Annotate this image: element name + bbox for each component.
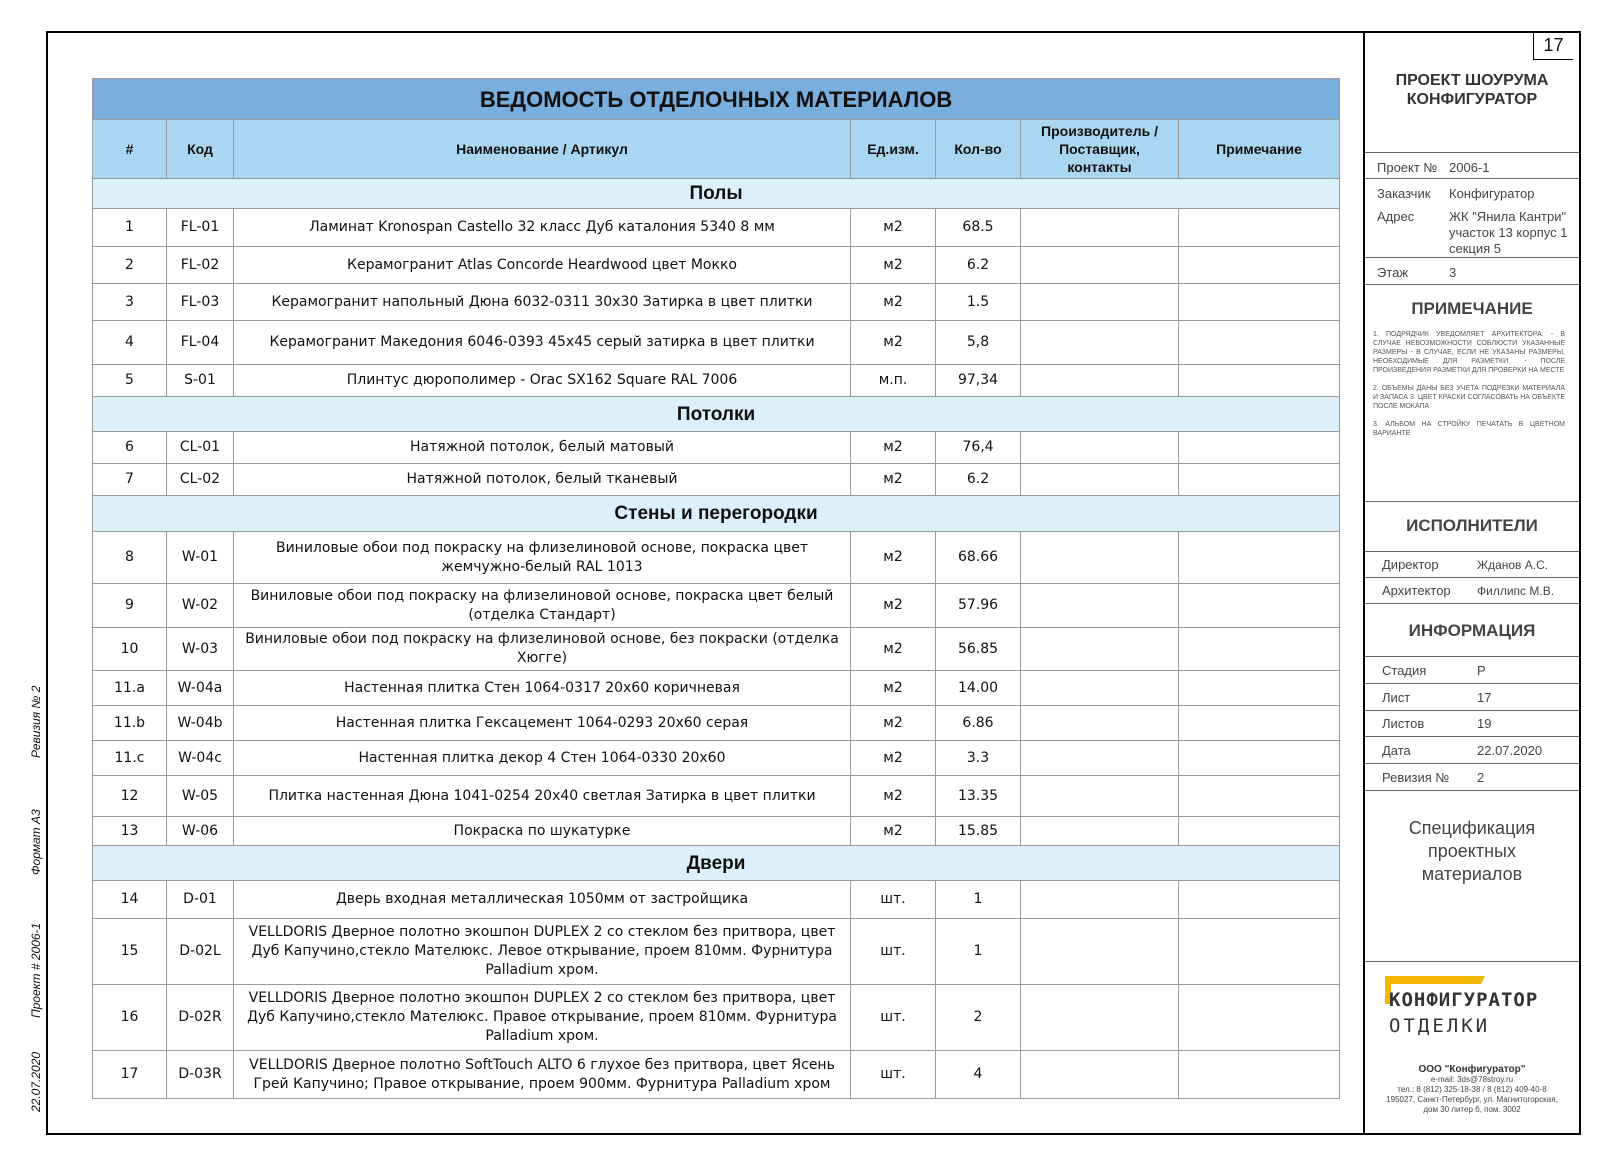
cell-name: Дверь входная металлическая 1050мм от застройщика — [234, 881, 851, 919]
cell-unit: м2 — [851, 209, 936, 247]
project-title — [1365, 71, 1579, 109]
divider — [1365, 603, 1579, 604]
cell-qty: 76,4 — [936, 432, 1021, 464]
cell-maker — [1021, 321, 1179, 365]
cell-unit: м2 — [851, 532, 936, 584]
cell-num: 5 — [93, 365, 167, 397]
cell-unit: м2 — [851, 464, 936, 496]
cell-unit: м2 — [851, 741, 936, 776]
cell-maker — [1021, 671, 1179, 706]
cell-note — [1179, 321, 1340, 365]
cell-qty: 2 — [936, 985, 1021, 1051]
cell-code: CL-01 — [167, 432, 234, 464]
cell-code: FL-04 — [167, 321, 234, 365]
cell-maker — [1021, 817, 1179, 846]
cell-num: 9 — [93, 584, 167, 628]
table-row — [93, 209, 1340, 247]
note-2: 2. ОБЪЕМЫ ДАНЫ БЕЗ УЧЕТА ПОДРЕЗКИ МАТЕРИАЛА И ЗАПАСА 3. ЦВЕТ КРАСКИ СОГЛАСОВАТЬ НА ОБЪЕКТЕ ПОСЛЕ МОКАПА — [1373, 385, 1565, 410]
cell-unit: м2 — [851, 584, 936, 628]
cell-unit: шт. — [851, 919, 936, 985]
sheets-label: Листов — [1382, 716, 1425, 731]
cell-num: 16 — [93, 985, 167, 1051]
director-label: Директор — [1382, 557, 1439, 572]
cell-qty: 97,34 — [936, 365, 1021, 397]
cell-maker — [1021, 776, 1179, 817]
divider — [1365, 736, 1579, 737]
cell-code: D-01 — [167, 881, 234, 919]
cell-num: 17 — [93, 1051, 167, 1099]
cell-note — [1179, 1051, 1340, 1099]
address-line3: секция 5 — [1449, 241, 1502, 256]
divider — [1365, 961, 1579, 962]
cell-name: Натяжной потолок, белый матовый — [234, 432, 851, 464]
table-row — [93, 671, 1340, 706]
divider — [1365, 284, 1579, 285]
cell-maker — [1021, 919, 1179, 985]
cell-qty: 1.5 — [936, 284, 1021, 321]
table-row — [93, 741, 1340, 776]
divider — [1365, 683, 1579, 684]
section-row — [93, 397, 1340, 432]
cell-maker — [1021, 628, 1179, 671]
project-label: Проект # 2006-1 — [29, 922, 43, 1018]
section-title: Потолки — [93, 397, 1340, 432]
cell-maker — [1021, 209, 1179, 247]
cell-note — [1179, 741, 1340, 776]
cell-code: W-04a — [167, 671, 234, 706]
header-unit: Ед.изм. — [851, 120, 936, 179]
cell-maker — [1021, 741, 1179, 776]
date-label: 22.07.2020 — [29, 1051, 43, 1112]
cell-num: 14 — [93, 881, 167, 919]
cell-qty: 6.2 — [936, 247, 1021, 284]
cell-unit: шт. — [851, 985, 936, 1051]
cell-num: 11.b — [93, 706, 167, 741]
header-maker — [1021, 120, 1179, 179]
sheet-number: 17 — [1533, 32, 1573, 60]
divider — [1365, 152, 1579, 153]
address-label: Адрес — [1377, 209, 1415, 224]
stage-label: Стадия — [1382, 663, 1427, 678]
logo-text-1: КОНФИГУРАТОР — [1389, 989, 1539, 1011]
note-1: 1. ПОДРЯДЧИК УВЕДОМЛЯЕТ АРХИТЕКТОРА: - В СЛУЧАЕ НЕВОЗМОЖНОСТИ СОБЛЮСТИ УКАЗАННЫЕ РАЗМЕРЫ - В СЛУЧАЕ, ЕСЛИ НЕ УКАЗАНЫ РАЗМЕРЫ, НЕОБХОДИМЫЕ ДЛЯ РАЗМЕТКИ. - ПОСЛЕ ПРОИЗВЕДЕНИЯ РАЗМЕТКИ ДЛЯ ПРОВЕРКИ НА МЕСТЕ — [1373, 331, 1565, 374]
cell-note — [1179, 209, 1340, 247]
cell-name: VELLDORIS Дверное полотно экошпон DUPLEX 2 со стеклом без притвора, цвет Дуб Капучино,стекло Мателюкс. Левое открывание, проем 810мм. Фурнитура Palladium хром. — [234, 919, 851, 985]
cell-note — [1179, 881, 1340, 919]
company-logo — [1385, 976, 1575, 1048]
desc-line1: Спецификация — [1408, 818, 1536, 838]
cell-unit: шт. — [851, 1051, 936, 1099]
cell-code: W-04b — [167, 706, 234, 741]
date: 22.07.2020 — [1477, 743, 1543, 758]
table-row — [93, 817, 1340, 846]
header-note: Примечание — [1179, 120, 1340, 179]
cell-note — [1179, 532, 1340, 584]
section-title: Стены и перегородки — [93, 496, 1340, 532]
divider — [1365, 790, 1579, 791]
desc-line2: проектных — [1428, 841, 1516, 861]
header-maker-line1: Производитель / — [1041, 123, 1158, 139]
table-row — [93, 1051, 1340, 1099]
cell-unit: м2 — [851, 671, 936, 706]
executors-title: ИСПОЛНИТЕЛИ — [1406, 516, 1538, 535]
cell-name: Натяжной потолок, белый тканевый — [234, 464, 851, 496]
cell-qty: 5,8 — [936, 321, 1021, 365]
cell-unit: м.п. — [851, 365, 936, 397]
cell-note — [1179, 464, 1340, 496]
divider — [1365, 178, 1579, 179]
divider — [1365, 577, 1579, 578]
table-row — [93, 464, 1340, 496]
cell-code: W-04c — [167, 741, 234, 776]
cell-qty: 68.66 — [936, 532, 1021, 584]
materials-table — [92, 78, 1340, 1099]
desc-line3: материалов — [1421, 864, 1523, 884]
cell-name: Плинтус дюрополимер - Orac SX162 Square RAL 7006 — [234, 365, 851, 397]
cell-unit: м2 — [851, 284, 936, 321]
cell-name: Настенная плитка Стен 1064-0317 20х60 коричневая — [234, 671, 851, 706]
sheet-description — [1365, 817, 1579, 886]
note-3: 3. АЛЬБОМ НА СТРОЙКУ ПЕЧАТАТЬ В ЦВЕТНОМ ВАРИАНТЕ — [1373, 421, 1565, 437]
table-row — [93, 247, 1340, 284]
header-maker-line2: Поставщик, контакты — [1059, 141, 1140, 175]
cell-note — [1179, 365, 1340, 397]
company-address-2: дом 30 литер б, пом. 3002 — [1423, 1105, 1521, 1114]
cell-maker — [1021, 881, 1179, 919]
cell-note — [1179, 817, 1340, 846]
header-code: Код — [167, 120, 234, 179]
project-no-label: Проект № — [1377, 160, 1438, 175]
cell-qty: 1 — [936, 881, 1021, 919]
cell-code: FL-02 — [167, 247, 234, 284]
cell-code: D-02R — [167, 985, 234, 1051]
cell-num: 2 — [93, 247, 167, 284]
address-line2: участок 13 корпус 1 — [1449, 225, 1568, 240]
cell-qty: 15.85 — [936, 817, 1021, 846]
cell-qty: 6.2 — [936, 464, 1021, 496]
divider — [1365, 501, 1579, 502]
cell-name: Виниловые обои под покраску на флизелиновой основе, покраска цвет жемчужно-белый RAL 1013 — [234, 532, 851, 584]
notes-title: ПРИМЕЧАНИЕ — [1411, 299, 1533, 318]
section-title: Двери — [93, 846, 1340, 881]
cell-code: W-01 — [167, 532, 234, 584]
cell-num: 1 — [93, 209, 167, 247]
cell-code: W-06 — [167, 817, 234, 846]
cell-code: W-05 — [167, 776, 234, 817]
cell-code: D-03R — [167, 1051, 234, 1099]
architect: Филлипс М.В. — [1477, 584, 1555, 598]
customer: Конфигуратор — [1449, 186, 1535, 201]
cell-note — [1179, 284, 1340, 321]
cell-num: 8 — [93, 532, 167, 584]
cell-note — [1179, 432, 1340, 464]
company-info — [1365, 1065, 1579, 1115]
cell-note — [1179, 247, 1340, 284]
cell-maker — [1021, 365, 1179, 397]
cell-code: S-01 — [167, 365, 234, 397]
project-title-line1: ПРОЕКТ ШОУРУМА — [1395, 72, 1549, 89]
table-row — [93, 776, 1340, 817]
cell-code: FL-03 — [167, 284, 234, 321]
cell-num: 4 — [93, 321, 167, 365]
cell-qty: 3.3 — [936, 741, 1021, 776]
table-row — [93, 532, 1340, 584]
cell-qty: 6.86 — [936, 706, 1021, 741]
cell-unit: м2 — [851, 321, 936, 365]
cell-note — [1179, 985, 1340, 1051]
cell-maker — [1021, 532, 1179, 584]
cell-code: W-03 — [167, 628, 234, 671]
architect-label: Архитектор — [1382, 583, 1451, 598]
cell-qty: 56.85 — [936, 628, 1021, 671]
section-title: Полы — [93, 179, 1340, 209]
table-row — [93, 365, 1340, 397]
cell-maker — [1021, 584, 1179, 628]
divider — [1365, 763, 1579, 764]
cell-unit: м2 — [851, 247, 936, 284]
divider — [1365, 710, 1579, 711]
cell-code: W-02 — [167, 584, 234, 628]
cell-note — [1179, 706, 1340, 741]
cell-num: 7 — [93, 464, 167, 496]
cell-code: D-02L — [167, 919, 234, 985]
cell-name: VELLDORIS Дверное полотно экошпон DUPLEX 2 со стеклом без притвора, цвет Дуб Капучино,стекло Мателюкс. Правое открывание, проем 810мм. Фурнитура Palladium хром. — [234, 985, 851, 1051]
cell-name: Ламинат Kronospan Castello 32 класс Дуб каталония 5340 8 мм — [234, 209, 851, 247]
floor: 3 — [1449, 265, 1457, 280]
cell-qty: 4 — [936, 1051, 1021, 1099]
divider — [1365, 551, 1579, 552]
cell-num: 11.c — [93, 741, 167, 776]
customer-label: Заказчик — [1377, 186, 1431, 201]
notes-text — [1373, 330, 1565, 447]
section-row — [93, 496, 1340, 532]
cell-name: Настенная плитка Гексацемент 1064-0293 20х60 серая — [234, 706, 851, 741]
cell-unit: м2 — [851, 628, 936, 671]
cell-note — [1179, 628, 1340, 671]
table-title: ВЕДОМОСТЬ ОТДЕЛОЧНЫХ МАТЕРИАЛОВ — [93, 79, 1340, 120]
table-body — [93, 179, 1340, 1099]
company-email: e-mail: 3ds@78stroy.ru — [1430, 1075, 1514, 1084]
header-qty: Кол-во — [936, 120, 1021, 179]
cell-unit: м2 — [851, 817, 936, 846]
cell-note — [1179, 584, 1340, 628]
table-row — [93, 432, 1340, 464]
cell-note — [1179, 671, 1340, 706]
cell-unit: м2 — [851, 706, 936, 741]
table-row — [93, 881, 1340, 919]
title-block — [1363, 31, 1579, 1135]
date-label-rp: Дата — [1382, 743, 1411, 758]
sheets: 19 — [1477, 716, 1492, 731]
cell-maker — [1021, 1051, 1179, 1099]
cell-num: 15 — [93, 919, 167, 985]
cell-num: 10 — [93, 628, 167, 671]
cell-qty: 57.96 — [936, 584, 1021, 628]
cell-qty: 13.35 — [936, 776, 1021, 817]
cell-qty: 14.00 — [936, 671, 1021, 706]
table-row — [93, 584, 1340, 628]
cell-num: 12 — [93, 776, 167, 817]
section-row — [93, 179, 1340, 209]
cell-name: Керамогранит напольный Дюна 6032-0311 30х30 Затирка в цвет плитки — [234, 284, 851, 321]
cell-qty: 1 — [936, 919, 1021, 985]
cell-maker — [1021, 985, 1179, 1051]
section-row — [93, 846, 1340, 881]
cell-name: Виниловые обои под покраску на флизелиновой основе, покраска цвет белый (отделка Стандарт) — [234, 584, 851, 628]
cell-name: VELLDORIS Дверное полотно SoftTouch ALTO 6 глухое без притвора, цвет Ясень Грей Капучино; Правое открывание, проем 900мм. Фурнитура Palladium хром — [234, 1051, 851, 1099]
sheet: 17 — [1477, 690, 1492, 705]
cell-unit: м2 — [851, 432, 936, 464]
divider — [1365, 656, 1579, 657]
cell-maker — [1021, 247, 1179, 284]
cell-num: 13 — [93, 817, 167, 846]
cell-num: 3 — [93, 284, 167, 321]
cell-maker — [1021, 284, 1179, 321]
left-margin — [0, 0, 46, 1164]
sheet-label: Лист — [1382, 690, 1411, 705]
cell-num: 6 — [93, 432, 167, 464]
revision: 2 — [1477, 770, 1485, 785]
table-row — [93, 985, 1340, 1051]
cell-maker — [1021, 432, 1179, 464]
divider — [1365, 257, 1579, 258]
company-name: ООО "Конфигуратор" — [1418, 1064, 1526, 1075]
revision-label-rp: Ревизия № — [1382, 770, 1450, 785]
cell-name: Виниловые обои под покраску на флизелиновой основе, без покраски (отделка Хюгге) — [234, 628, 851, 671]
address-line1: ЖК "Янила Кантри" — [1449, 209, 1567, 224]
logo-text-2: ОТДЕЛКИ — [1389, 1015, 1491, 1037]
cell-code: FL-01 — [167, 209, 234, 247]
cell-unit: м2 — [851, 776, 936, 817]
project-no: 2006-1 — [1449, 160, 1490, 175]
cell-code: CL-02 — [167, 464, 234, 496]
cell-name: Настенная плитка декор 4 Стен 1064-0330 20х60 — [234, 741, 851, 776]
company-phone: тел.: 8 (812) 325-18-38 / 8 (812) 409-40-8 — [1397, 1085, 1547, 1094]
cell-note — [1179, 776, 1340, 817]
cell-name: Покраска по шукатурке — [234, 817, 851, 846]
table-row — [93, 706, 1340, 741]
table-row — [93, 284, 1340, 321]
cell-num: 11.a — [93, 671, 167, 706]
cell-note — [1179, 919, 1340, 985]
header-num: # — [93, 120, 167, 179]
cell-name: Керамогранит Atlas Concorde Heardwood цвет Мокко — [234, 247, 851, 284]
address — [1449, 209, 1567, 257]
floor-label: Этаж — [1377, 265, 1409, 280]
director: Жданов А.С. — [1477, 558, 1549, 572]
table-row — [93, 321, 1340, 365]
company-address-1: 195027, Санкт-Петербург, ул. Магнитогорская, — [1386, 1095, 1558, 1104]
format-label: Формат А3 — [29, 809, 43, 875]
stage: Р — [1477, 663, 1486, 678]
header-name: Наименование / Артикул — [234, 120, 851, 179]
cell-name: Плитка настенная Дюна 1041-0254 20х40 светлая Затирка в цвет плитки — [234, 776, 851, 817]
project-title-line2: КОНФИГУРАТОР — [1406, 91, 1538, 108]
cell-unit: шт. — [851, 881, 936, 919]
table-row — [93, 628, 1340, 671]
revision-label: Ревизия № 2 — [29, 685, 43, 758]
cell-maker — [1021, 706, 1179, 741]
info-title: ИНФОРМАЦИЯ — [1408, 621, 1536, 640]
table-row — [93, 919, 1340, 985]
cell-name: Керамогранит Македония 6046-0393 45х45 серый затирка в цвет плитки — [234, 321, 851, 365]
cell-qty: 68.5 — [936, 209, 1021, 247]
cell-maker — [1021, 464, 1179, 496]
